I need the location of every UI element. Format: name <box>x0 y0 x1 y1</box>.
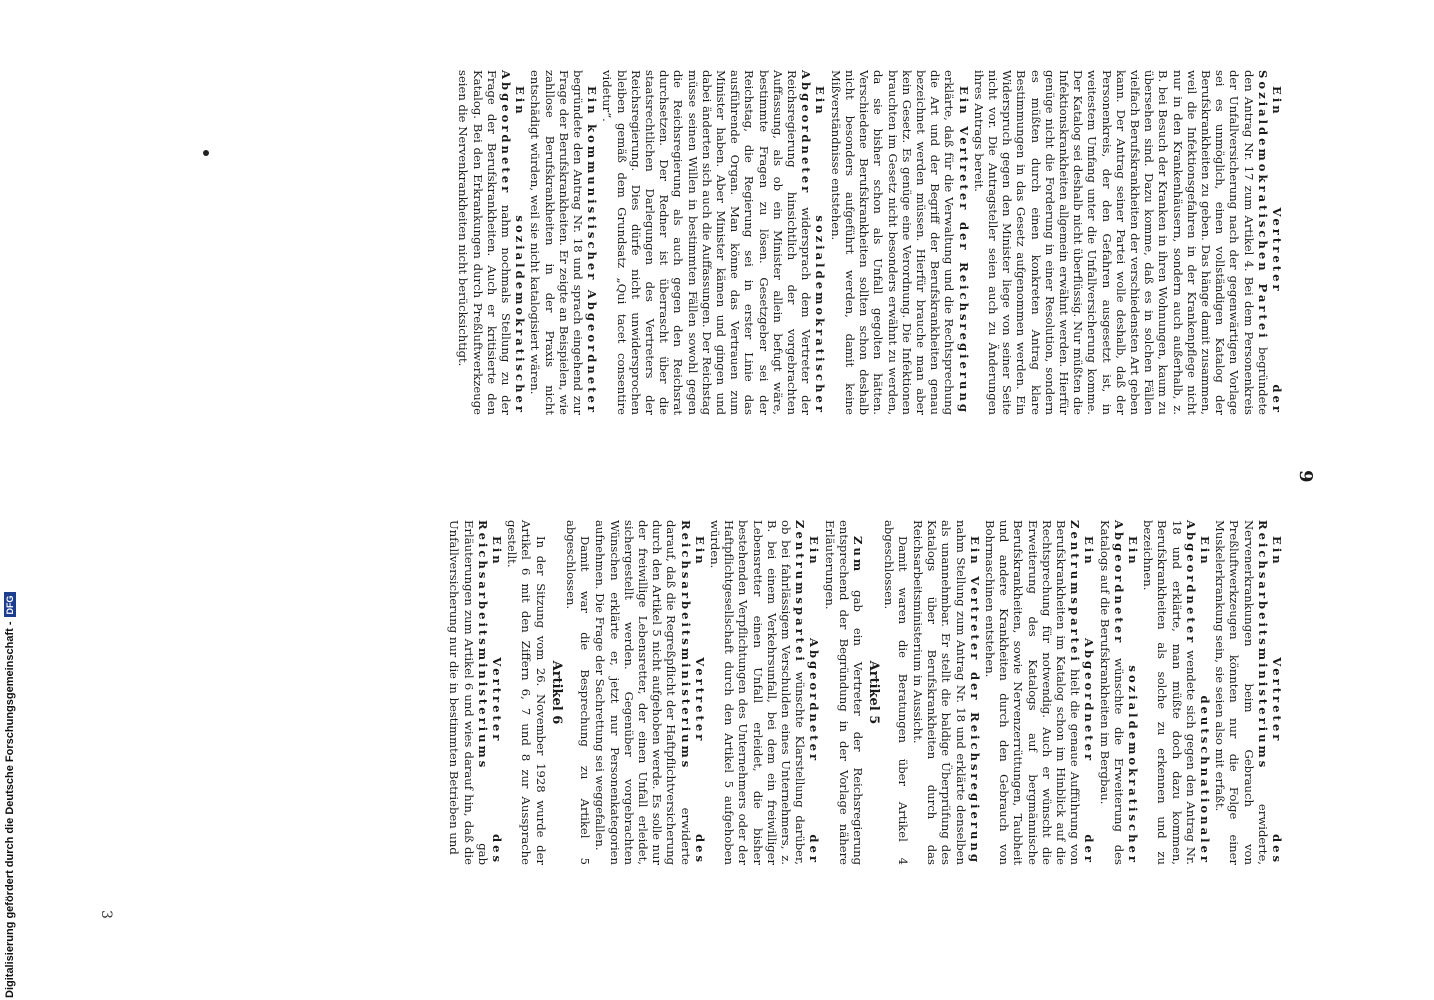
paragraph <box>600 70 827 415</box>
paragraph-text: erwiderte darauf, daß die Regreßpflicht der Haftpflichtversicherung durch den Artikel 5 nicht aufgehoben werde. Es solle nur der freiwillige Lebensretter, der einen Unfall erleidet, sichergestellt werden. Gegenüber vorgebrachten Wünschen erklärte er, jetzt nur Personenkategorien aufnehmen. Die Frage der Sachrettung sei weggefallen. <box>593 520 693 865</box>
paragraph <box>881 520 909 865</box>
paragraph <box>564 520 592 865</box>
speaker-lead: Ein Vertreter des Reichsarbeitsministeriums <box>1255 520 1284 865</box>
paragraph-text: wendete sich gegen den Antrag Nr. 18 und erklärte, man müßte doch dazu kommen, Berufskrankheiten als solche zu erkennen und zu bezeichnen. <box>1141 520 1198 865</box>
article-6-heading: Artikel 6 <box>548 660 564 725</box>
speaker-lead: Zum <box>851 536 866 575</box>
article-5-heading: Artikel 5 <box>866 660 882 725</box>
speaker-lead: Ein Abgeordneter der Zentrumspartei <box>1068 520 1097 865</box>
paragraph <box>972 70 1284 415</box>
paragraph-text: nahm nochmals Stellung zu der Frage der Berufskrankheiten. Auch er kritisierte den Katalog. Bei den Erkrankungen durch Preßluftwerkzeuge seien die Nervenkrankheiten nicht berücksichtigt. <box>456 70 514 415</box>
paragraph-text: wünschte die Erweiterung des Katalogs auf die Berufskrankheiten im Bergbau. <box>1097 520 1126 865</box>
paragraph <box>1141 520 1212 865</box>
paragraph <box>505 520 548 865</box>
paragraph <box>456 70 527 415</box>
paragraph-text: In der Sitzung vom 26. November 1928 wurde der Artikel 6 mit den Ziffern 6, 7 und 8 zur Aussprache gestellt. <box>505 520 548 865</box>
left-text-column <box>455 70 1284 415</box>
paragraph-text: wünschte Klarstellung darüber, ob bei fahrlässigem Verschulden eines Unternehmers, z. B. bei einem Verkehrsunfall, bei dem ein freiwilliger Lebensretter einen Unfall erleidet, die bisher bestehenden Verpflichtungen des Unternehmers oder der Haftpflichtgesellschaft durch den Artikel 5 aufgehoben würden. <box>708 520 808 865</box>
speaker-lead: Ein Abgeordneter der Zentrumspartei <box>793 520 822 865</box>
paragraph <box>593 520 707 865</box>
page-number: 9 <box>1295 470 1316 483</box>
paragraph-text: gab Erläuterungen zum Artikel 6 und wies darauf hin, daß die Unfallversicherung nur die in bestimmten Betrieben und <box>447 520 490 865</box>
right-text-column <box>446 520 1284 865</box>
paragraph-text: Damit waren die Beratungen über Artikel 4 abgeschlossen. <box>881 520 910 865</box>
paragraph-text: Damit war die Besprechung zu Artikel 5 abgeschlossen. <box>564 520 593 865</box>
paragraph <box>911 520 982 865</box>
right-column-part-c <box>447 520 547 865</box>
right-column-part-a <box>881 520 1284 865</box>
speaker-lead: Ein sozialdemokratischer Abgeordneter <box>1111 520 1140 865</box>
paragraph-text: hielt die genaue Aufführung von Berufskrankheiten im Katalog schon im Hinblick auf die Rechtsprechung für notwendig. Auch er wünscht die Erweiterung des Katalogs auf bergmännische Berufskrankheiten, sowie Nervenzerrüttungen, Taubheit und andere Krankheiten durch den Gebrauch von Bohrmaschinen entstehen. <box>982 520 1083 865</box>
right-column-part-b <box>564 520 865 865</box>
paragraph-text: gab ein Vertreter der Reichsregierung entsprechend der Begründung in der Vorlage nähere Erläuterungen. <box>822 520 866 865</box>
paragraph-text: begründete den Antrag Nr. 17 zum Artikel 4. Bei dem Personenkreis der Unfallversicherung nach der gegenwärtigen Vorlage sei es unmöglich, einen vollständigen Katalog der Berufskrankheiten zu geben. Das hänge damit zusammen, weil die Infektionsgefahren in der Krankenpflege nicht nur in den Krankenhäusern, sondern auch außerhalb, z. B. bei Besuch der Kranken in ihren Wohnungen, kaum zu übersehen sind. Dazu komme, daß es in solchen Fällen vielfach Berufskrankheiten der verschiedensten Art geben kann. Der Antrag seiner Partei wolle deshalb, daß der Personenkreis, der den Gefahren ausgesetzt ist, in weitestem Umfang unter die Unfallversicherung komme. Der Katalog sei deshalb nicht überflüssig. Nur müßten die Infektionskrankheiten allgemein erwähnt werden. Hierfür genüge nicht die Forderung in einer Resolution, sondern es müßten durch einen konkreten Antrag klare Bestimmungen in das Gesetz aufgenommen werden. Ein Widerspruch gegen den Minister liege von seiner Seite nicht vor. Die Antragsteller seien auch zu Änderungen ihres Antrags bereit. <box>971 70 1270 415</box>
paragraph-text: erwiderte, Nervenerkrankungen beim Gebrauch von Preßluftwerkzeugen könnten nur die Folge einer Muskelerkrankung sein, sie seien also mit erfaßt. <box>1213 520 1270 865</box>
speaker-lead: Ein sozialdemokratischer Abgeordneter <box>499 70 528 415</box>
dfg-logo: DFG <box>4 592 16 617</box>
speaker-lead: Ein Vertreter der Reichsregierung <box>967 536 982 865</box>
speaker-lead: Ein kommunistischer Abgeordneter <box>585 86 600 415</box>
digitization-note-text: Digitalisierung gefördert durch die Deutsche Forschungsgemeinschaft - <box>4 621 16 998</box>
paragraph <box>528 70 599 415</box>
speaker-lead: Ein Vertreter der Reichsregierung <box>956 86 971 415</box>
speaker-lead: Ein Vertreter des Reichsarbeitsministeriums <box>475 520 505 865</box>
paragraph <box>983 520 1097 865</box>
digitization-side-strip <box>0 0 22 1000</box>
paragraph <box>823 520 866 865</box>
paragraph-text: erklärte, daß für die Verwaltung und die Rechtsprechung die Art und der Begriff der Berufskrankheiten genau bezeichnet werden müssen. Hierfür brauche man aber kein Gesetz. Es genüge eine Verordnung. Die Infektionen brauchten im Gesetz nicht besonders erwähnt zu werden, da sie bisher schon als Unfall gegolten hätten. Verschiedene Berufskrankheiten sollten schon deshalb nicht besonders aufgeführt werden, damit keine Mißverständnisse entstehen. <box>828 70 957 415</box>
speaker-lead: Ein Vertreter der Sozialdemokratischen Partei <box>1255 70 1284 415</box>
speaker-lead: Ein sozialdemokratischer Abgeordneter <box>799 70 828 415</box>
paragraph-text: nahm Stellung zum Antrag Nr. 18 und erklärte denselben als unannehmbar. Er stellt die baldige Überprüfung des Katalogs über Berufskrankheiten durch das Reichsarbeitsministerium in Aussicht. <box>910 520 968 865</box>
paragraph-text: begründete den Antrag Nr. 18 und sprach eingehend zur Frage der Berufskrankheiten. Er zeigte an Beispielen, wie zahllose Berufskrankheiten in der Praxis nicht entschädigt würden, weil sie nicht katalogisiert wären. <box>528 70 586 415</box>
paragraph <box>708 520 822 865</box>
paragraph <box>447 520 504 865</box>
speaker-lead: Ein deutschnationaler Abgeordneter <box>1183 520 1212 865</box>
paragraph <box>829 70 971 415</box>
ink-dot <box>203 150 209 156</box>
paragraph <box>1097 520 1140 865</box>
paragraph <box>1213 520 1284 865</box>
speaker-lead: Ein Vertreter des Reichsarbeitsministeriums <box>678 520 707 865</box>
digitization-note <box>4 592 16 998</box>
paragraph-text: widersprach dem Vertreter der Reichsregierung hinsichtlich der vorgebrachten Auffassung, als ob ein Minister allein befugt wäre, bestimmte Fragen zu lösen. Gesetzgeber sei der Reichstag, die Regierung sei in erster Linie das ausführende Organ. Man könne das Vertrauen zum Minister haben. Aber Minister kämen und gingen und dabei änderten sich auch die Auffassungen. Der Reichstag müsse seinen Willen in bestimmten Fällen sowohl gegen die Reichsregierung als auch gegen den Reichsrat durchsetzen. Der Redner ist überrascht über die staatsrechtlichen Darlegungen des Vertreters der Reichsregierung. Dies dürfe nicht unwidersprochen bleiben gemäß dem Grundsatz „Qui tacet consentire videtur“. <box>600 70 814 415</box>
footer-page-number: 3 <box>98 910 114 919</box>
